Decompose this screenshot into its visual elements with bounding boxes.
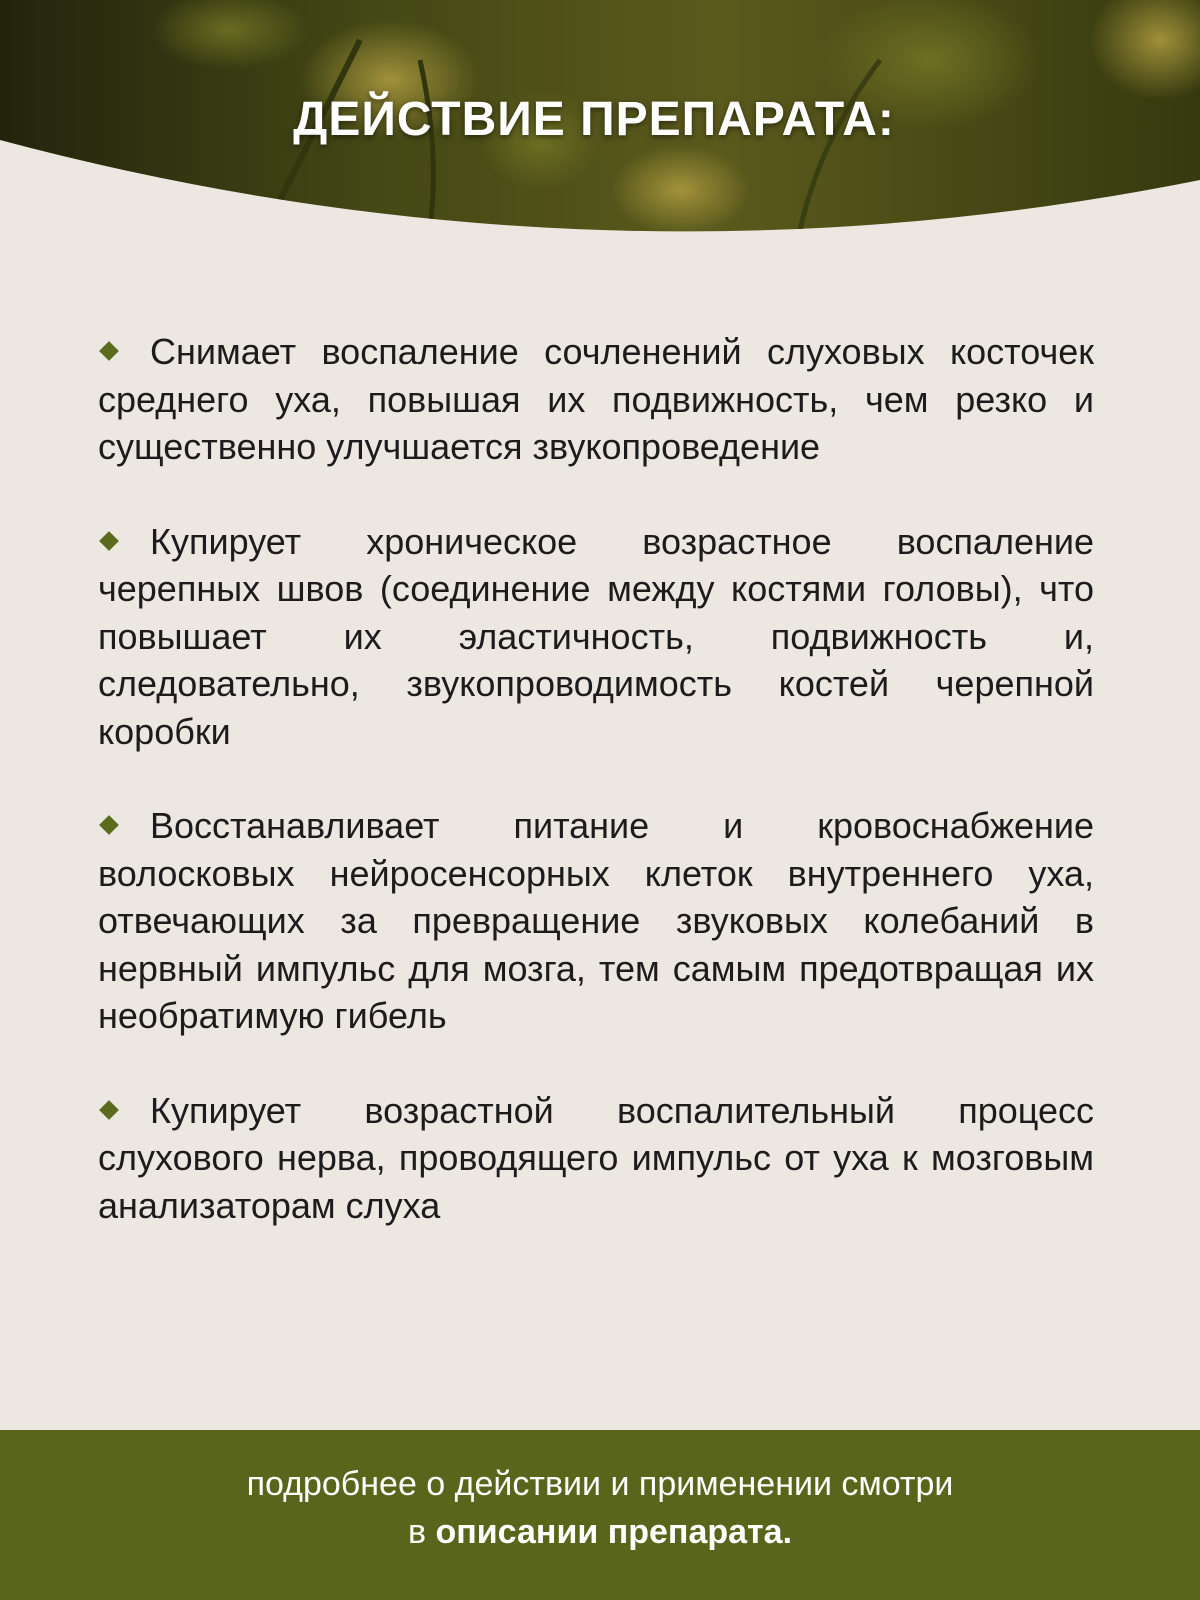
footer-banner — [0, 1430, 1200, 1600]
list-item — [98, 802, 1094, 1040]
list-item-text: Снимает воспаление сочленений слуховых косточек среднего уха, повышая их подвижность, чем резко и существенно улучшается звукопроведение — [98, 331, 1094, 467]
page-title: ДЕЙСТВИЕ ПРЕПАРАТА: — [293, 93, 895, 146]
list-item-text: Купирует хроническое возрастное воспаление черепных швов (соединение между костями головы), что повышает их эластичность, подвижность и, следовательно, звукопроводимость костей черепной коробки — [98, 520, 1094, 752]
header-photo-banner — [0, 0, 1200, 240]
list-item — [98, 518, 1094, 756]
footer-line-1: подробнее о действии и применении смотри — [246, 1465, 954, 1503]
footer-line-2 — [0, 1508, 1200, 1556]
diamond-bullet-icon — [99, 342, 119, 362]
list-item-text: Купирует возрастной воспалительный процесс слухового нерва, проводящего импульс от уха к мозговым анализаторам слуха — [98, 1089, 1094, 1226]
list-item — [98, 1087, 1094, 1230]
diamond-bullet-icon — [99, 1100, 119, 1120]
diamond-bullet-icon — [99, 816, 119, 836]
diamond-bullet-icon — [99, 531, 119, 551]
list-item-text: Восстанавливает питание и кровоснабжение волосковых нейросенсорных клеток внутреннего уха, отвечающих за превращение звуковых колебаний в нервный импульс для мозга, тем самым предотвращая их необратимую гибель — [98, 805, 1094, 1036]
list-item — [98, 328, 1094, 471]
footer-prefix: в — [407, 1513, 427, 1551]
benefits-list — [98, 328, 1094, 1276]
footer-description-link[interactable]: описании препарата. — [435, 1513, 793, 1551]
